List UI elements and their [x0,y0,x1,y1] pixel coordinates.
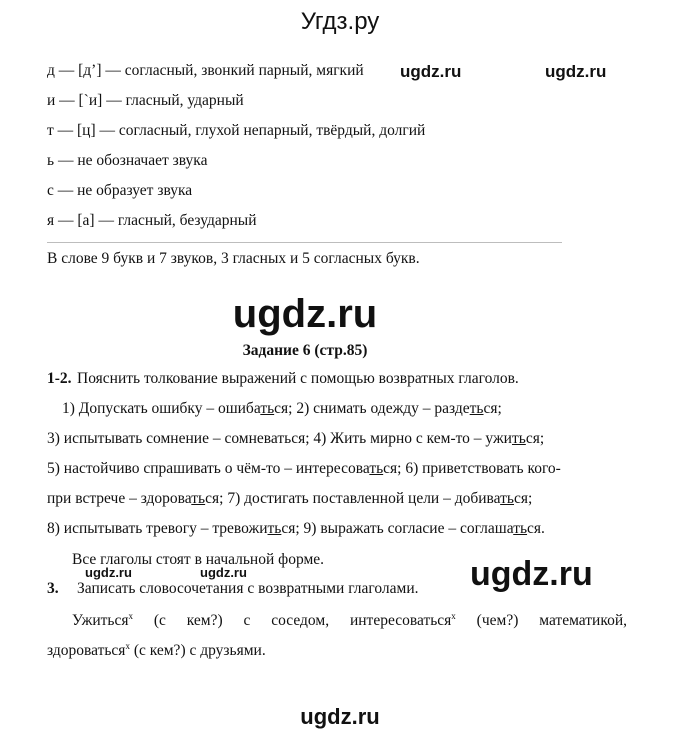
phrase-line: Ужиться$^х$ (с кем?) с соседом, интересоваться$^х$ (чем?) математикой, [72,611,627,630]
phonetic-line: д — [д’] — согласный, звонкий парный, мягкий [47,62,364,79]
answer-line: 8) испытывать тревогу – тревожиться; 9) выражать согласие – соглашаться. [47,520,545,537]
watermark-top: Угдз.ру [300,8,380,35]
watermark-bottom: ugdz.ru [300,704,380,729]
note-text: Все глаголы стоят в начальной форме. [72,551,325,568]
watermark: ugdz.ru [400,62,462,81]
divider [47,242,562,243]
task-item-1 [47,370,627,388]
item-number: 1-2. [47,370,72,387]
phrase-line: здороваться$^х$ (с кем?) с друзьями. [47,641,266,660]
task-heading: Задание 6 (стр.85) [242,342,368,359]
item-number: 3. [47,580,59,597]
answer-line: при встрече – здороваться; 7) достигать поставленной цели – добиваться; [47,490,533,507]
phonetic-line: я — [а] — гласный, безударный [47,212,257,229]
phonetic-line: т — [ц] — согласный, глухой непарный, твёрдый, долгий [47,122,426,139]
answer-line: 5) настойчиво спрашивать о чём-то – интересоваться; 6) приветствовать кого- [47,460,561,477]
phonetic-line: и — [`и] — гласный, ударный [47,92,244,109]
summary-text: В слове 9 букв и 7 звуков, 3 гласных и 5 согласных букв. [47,250,420,267]
answer-line: 3) испытывать сомнение – сомневаться; 4) Жить мирно с кем-то – ужиться; [47,430,545,447]
watermark: ugdz.ru [200,565,247,580]
item-text: Пояснить толкование выражений с помощью возвратных глаголов. [77,370,519,387]
phonetic-line: ь — не обозначает звука [47,152,208,169]
watermark: ugdz.ru [85,565,132,580]
phonetic-line: с — не образует звука [47,182,193,199]
answer-line: 1) Допускать ошибку – ошибаться; 2) снимать одежду – раздеться; [62,400,502,417]
watermark-large: ugdz.ru [470,555,593,593]
watermark-large: ugdz.ru [232,292,378,336]
item-text: Записать словосочетания с возвратными глаголами. [77,580,419,597]
task-item-3 [47,580,627,598]
watermark: ugdz.ru [545,62,607,81]
